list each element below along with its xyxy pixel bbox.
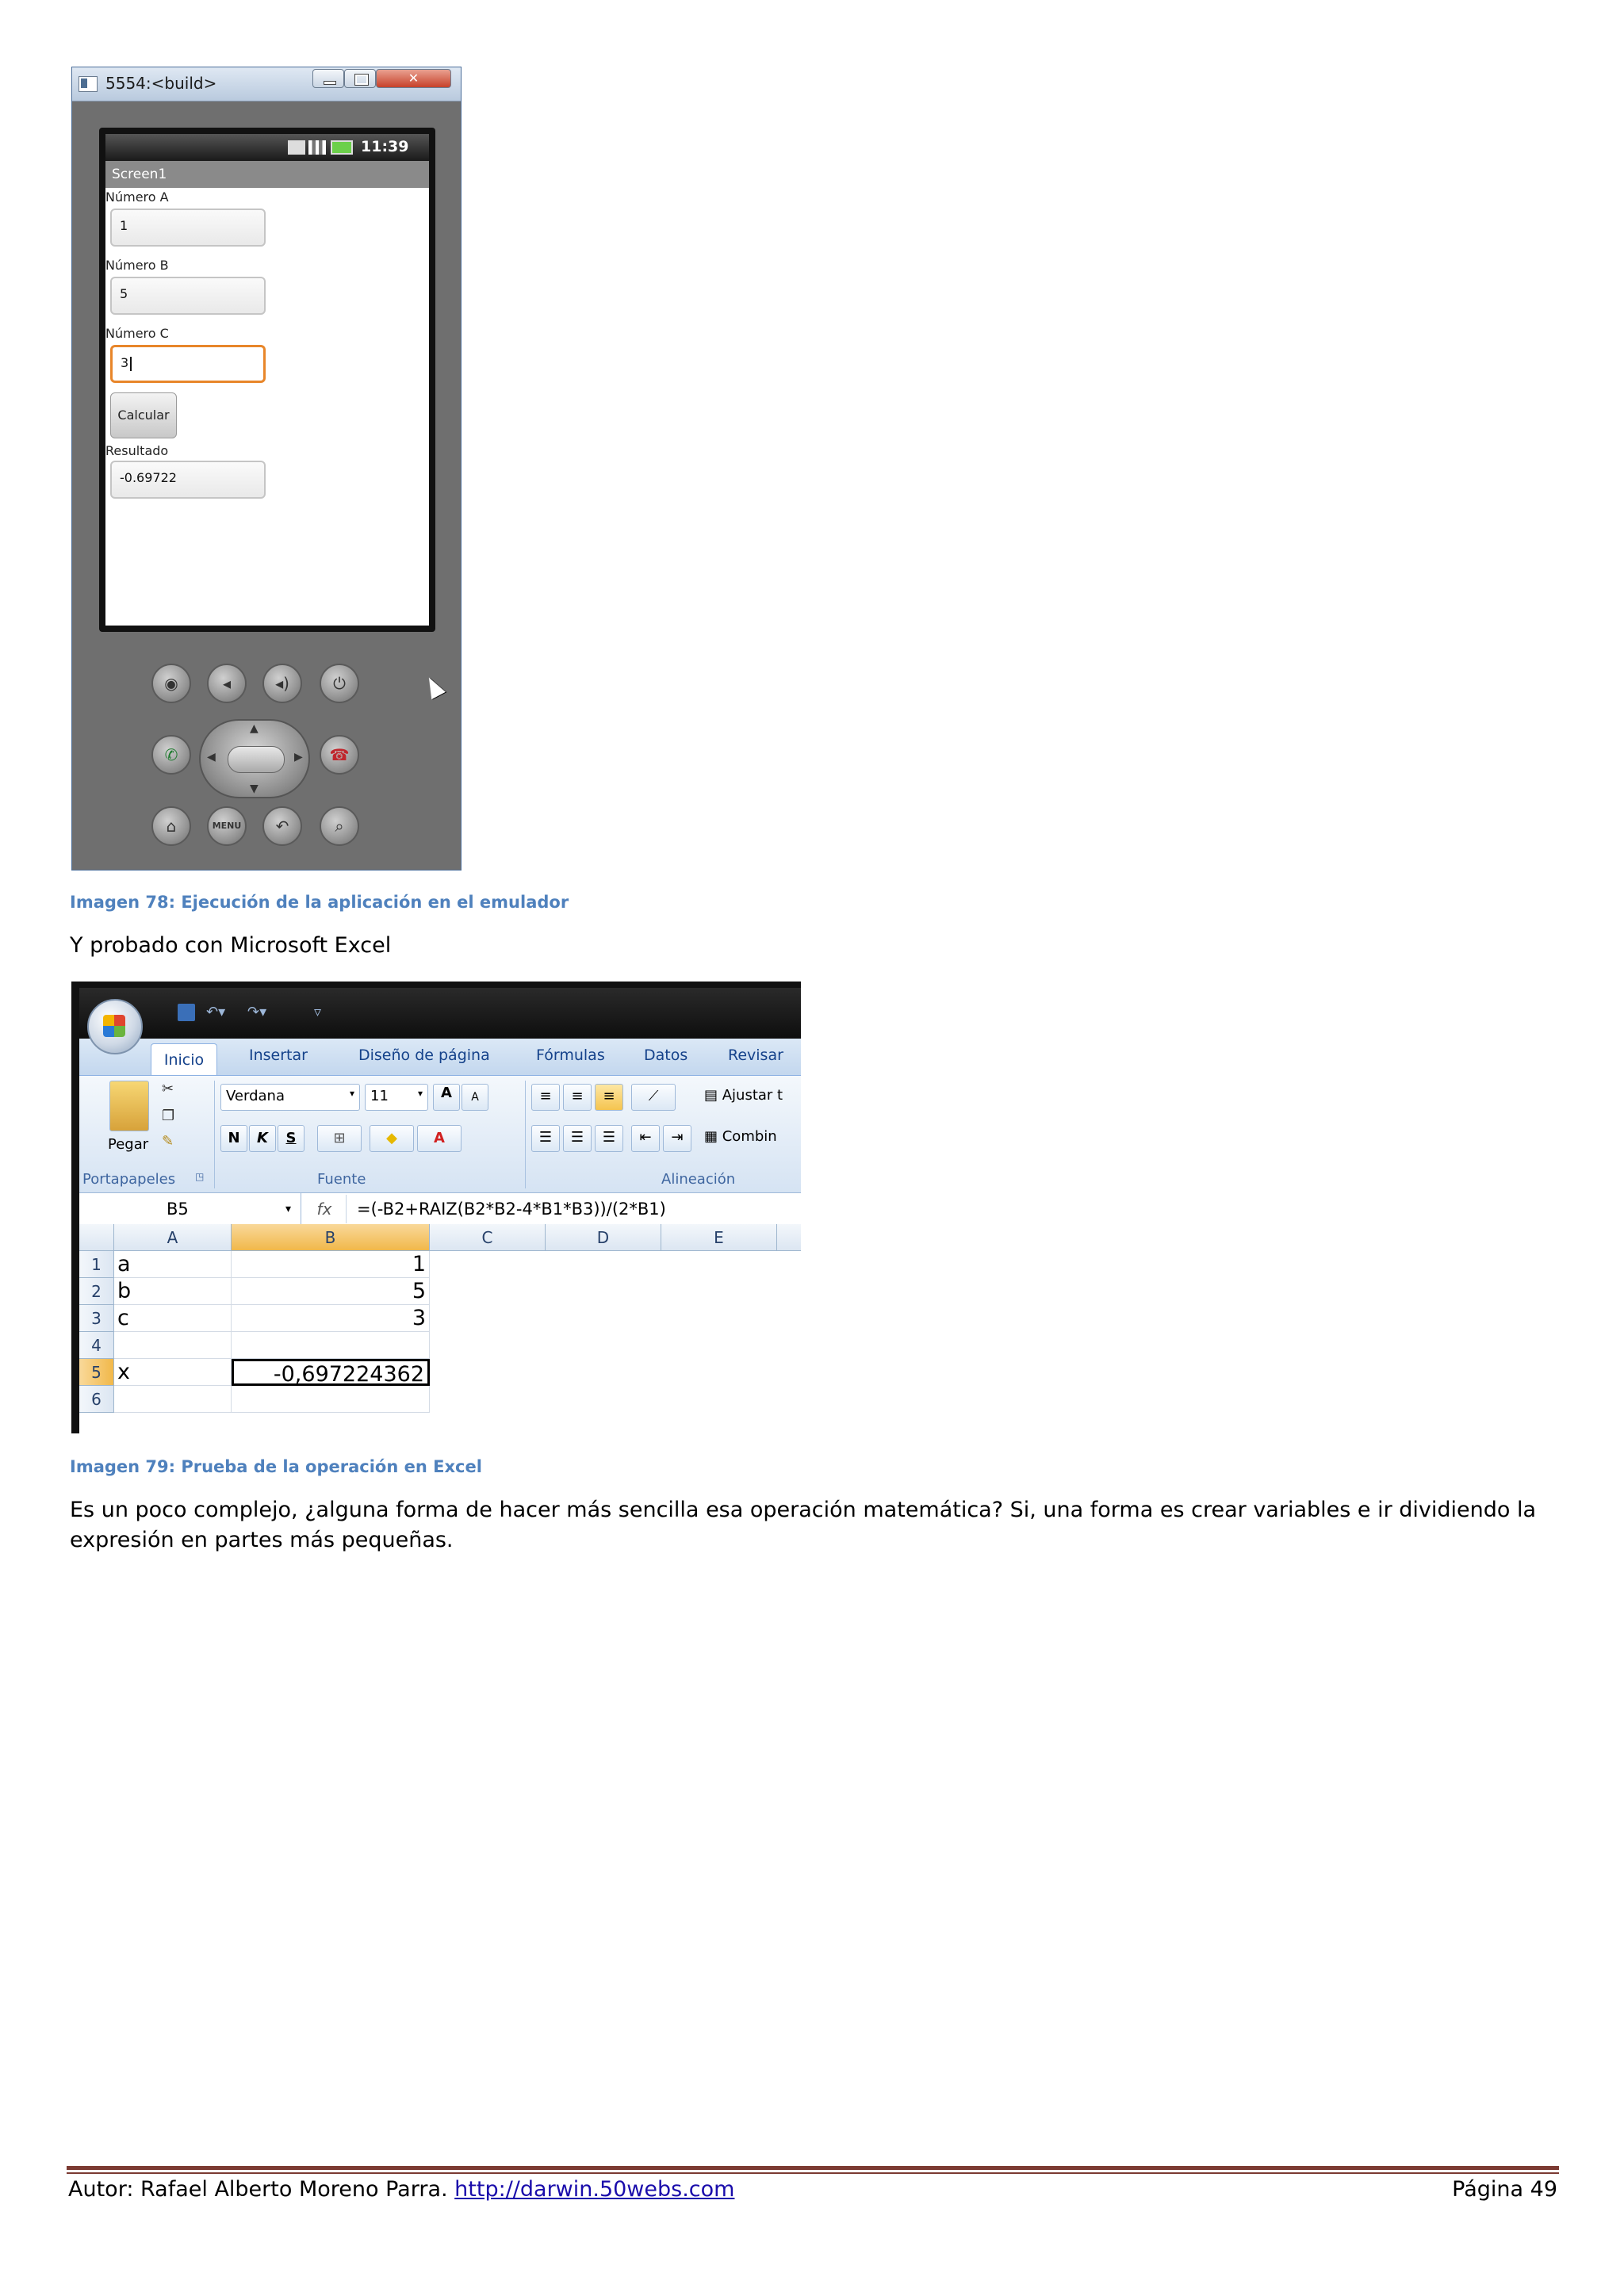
decrease-indent-icon[interactable]: ⇤ (631, 1125, 660, 1152)
shrink-font-icon[interactable]: A (462, 1084, 488, 1111)
network-3g-icon (288, 140, 305, 155)
power-icon[interactable]: ⏻ (320, 664, 359, 703)
row-header[interactable]: 3 (79, 1305, 114, 1332)
close-button[interactable] (376, 69, 451, 88)
excel-window (71, 982, 801, 1433)
row-header[interactable]: 1 (79, 1251, 114, 1278)
cell-a4[interactable] (114, 1332, 232, 1359)
resultado-output[interactable]: -0.69722 (110, 461, 266, 499)
increase-indent-icon[interactable]: ⇥ (663, 1125, 691, 1152)
cut-icon[interactable]: ✂ (162, 1081, 174, 1097)
align-bottom-icon[interactable]: ≡ (595, 1084, 623, 1111)
numero-c-input[interactable] (110, 345, 266, 383)
paste-label: Pegar (108, 1136, 149, 1153)
home-icon[interactable]: ⌂ (151, 806, 191, 846)
insert-function-icon[interactable]: fx (303, 1195, 347, 1223)
cell-a2[interactable]: b (114, 1278, 232, 1305)
name-box[interactable] (79, 1193, 301, 1225)
field-label-a: Número A (105, 189, 169, 205)
dialog-launcher-icon[interactable]: ◳ (195, 1171, 205, 1182)
minimize-button[interactable] (312, 69, 344, 88)
formula-input[interactable]: =(-B2+RAIZ(B2*B2-4*B1*B3))/(2*B1) (357, 1200, 666, 1219)
page-number: Página 49 (1452, 2177, 1557, 2202)
column-header-d[interactable]: D (546, 1224, 661, 1251)
dpad-down-icon[interactable]: ▼ (250, 783, 259, 795)
emulator-titlebar (72, 67, 461, 101)
copy-icon[interactable]: ❐ (162, 1108, 175, 1124)
spreadsheet-grid[interactable] (79, 1224, 801, 1433)
footer-divider-thin (67, 2172, 1559, 2174)
camera-icon[interactable]: ◉ (151, 664, 191, 703)
undo-icon[interactable]: ↶▾ (206, 1004, 226, 1020)
chevron-down-icon: ▾ (349, 1088, 354, 1099)
field-label-b: Número B (105, 258, 169, 273)
battery-icon (331, 140, 353, 155)
ribbon-inicio (79, 1075, 801, 1193)
column-header-f[interactable] (777, 1224, 801, 1251)
chevron-down-icon[interactable]: ▾ (285, 1203, 292, 1215)
menu-icon[interactable]: MENU (207, 806, 247, 846)
formula-bar (79, 1192, 801, 1226)
save-icon[interactable] (178, 1004, 195, 1021)
row-header[interactable]: 5 (79, 1359, 114, 1386)
cell-b6[interactable] (232, 1386, 430, 1413)
cell-a3[interactable]: c (114, 1305, 232, 1332)
volume-up-icon[interactable]: ◂) (262, 664, 302, 703)
cell-a5[interactable]: x (114, 1359, 232, 1386)
row-header[interactable]: 6 (79, 1386, 114, 1413)
dpad-center-button[interactable] (228, 746, 285, 773)
text-caret (130, 357, 132, 371)
column-header-c[interactable]: C (430, 1224, 546, 1251)
align-center-icon[interactable]: ☰ (563, 1125, 592, 1152)
caption-image-78: Imagen 78: Ejecución de la aplicación en el emulador (70, 893, 569, 912)
android-status-bar (105, 134, 429, 161)
tab-revisar[interactable]: Revisar (728, 1047, 783, 1064)
dpad-left-icon[interactable]: ◀ (207, 751, 216, 763)
emulator-app-icon (79, 76, 98, 92)
cell-b3[interactable]: 3 (232, 1305, 430, 1332)
align-top-icon[interactable]: ≡ (531, 1084, 560, 1111)
result-label: Resultado (105, 443, 169, 458)
office-button[interactable] (87, 999, 143, 1054)
redo-icon[interactable]: ↷▾ (247, 1004, 267, 1020)
grow-font-icon[interactable]: A (433, 1084, 460, 1111)
customize-qat-icon[interactable]: ▿ (314, 1004, 322, 1020)
dpad[interactable] (199, 719, 310, 798)
column-header-e[interactable]: E (661, 1224, 777, 1251)
select-all-corner[interactable] (79, 1224, 114, 1251)
numero-c-value: 3 (121, 355, 129, 370)
signal-icon (308, 140, 326, 155)
cell-b2[interactable]: 5 (232, 1278, 430, 1305)
cell-b5-active[interactable]: -0,697224362 (232, 1359, 430, 1386)
phone-screen-frame (99, 128, 435, 632)
emulator-window-title: 5554:<build> (105, 74, 217, 93)
volume-down-icon[interactable]: ◂ (207, 664, 247, 703)
cell-a1[interactable]: a (114, 1251, 232, 1278)
orientation-icon[interactable]: ⟋ (631, 1084, 676, 1111)
dpad-right-icon[interactable]: ▶ (294, 751, 303, 763)
numero-a-input[interactable]: 1 (110, 209, 266, 247)
field-label-c: Número C (105, 326, 169, 341)
tab-inicio[interactable]: Inicio (151, 1043, 217, 1075)
format-painter-icon[interactable]: ✎ (162, 1133, 174, 1150)
wrap-text-button[interactable]: ▤ Ajustar t (704, 1087, 783, 1104)
tab-formulas[interactable]: Fórmulas (536, 1047, 605, 1064)
fill-color-icon[interactable]: ◆ (370, 1125, 414, 1152)
search-icon[interactable]: ⌕ (320, 806, 359, 846)
group-separator (525, 1081, 526, 1188)
italic-button[interactable]: K (249, 1125, 276, 1152)
maximize-button[interactable] (344, 69, 376, 88)
ribbon-tabs (79, 1039, 801, 1075)
tab-diseno-pagina[interactable]: Diseño de página (358, 1047, 490, 1064)
cell-a6[interactable] (114, 1386, 232, 1413)
dpad-up-icon[interactable]: ▲ (250, 722, 259, 735)
align-right-icon[interactable]: ☰ (595, 1125, 623, 1152)
body-paragraph: Es un poco complejo, ¿alguna forma de hacer más sencilla esa operación matemática? Si, una forma es crear variables e ir dividiendo la expresión en partes más pequeñas. (70, 1498, 1537, 1552)
merge-button[interactable]: ▦ Combin (704, 1128, 777, 1145)
calcular-button[interactable]: Calcular (110, 392, 177, 438)
chevron-down-icon: ▾ (417, 1088, 423, 1099)
emulator-window (71, 67, 462, 871)
excel-titlebar (79, 988, 801, 1039)
footer-divider (67, 2166, 1559, 2170)
font-size-value: 11 (370, 1088, 389, 1104)
caption-image-79: Imagen 79: Prueba de la operación en Excel (70, 1457, 482, 1476)
group-label-portapapeles: Portapapeles (82, 1171, 176, 1188)
status-time: 11:39 (361, 138, 409, 155)
merge-label: Combin (722, 1128, 777, 1145)
numero-b-input[interactable]: 5 (110, 277, 266, 315)
align-left-icon[interactable]: ☰ (531, 1125, 560, 1152)
font-name-value: Verdana (226, 1088, 285, 1104)
mouse-cursor-icon (422, 674, 446, 699)
cell-b1[interactable]: 1 (232, 1251, 430, 1278)
app-title-bar: Screen1 (105, 161, 429, 188)
phone-screen (105, 134, 429, 626)
name-box-value: B5 (167, 1200, 189, 1219)
footer-author (68, 2177, 734, 2202)
cell-b4[interactable] (232, 1332, 430, 1359)
group-label-fuente: Fuente (317, 1171, 366, 1188)
borders-icon[interactable]: ⊞ (317, 1125, 362, 1152)
bold-button[interactable]: N (220, 1125, 247, 1152)
group-separator (214, 1081, 215, 1188)
column-header-b[interactable]: B (232, 1224, 430, 1251)
font-color-icon[interactable]: A (417, 1125, 462, 1152)
row-header[interactable]: 2 (79, 1278, 114, 1305)
tab-datos[interactable]: Datos (644, 1047, 688, 1064)
column-header-a[interactable]: A (114, 1224, 232, 1251)
underline-button[interactable]: S (278, 1125, 304, 1152)
row-header[interactable]: 4 (79, 1332, 114, 1359)
wrap-text-label: Ajustar t (722, 1087, 783, 1104)
end-call-icon[interactable]: ☎ (320, 735, 359, 775)
footer-author-text: Autor: Rafael Alberto Moreno Parra. (68, 2177, 448, 2202)
group-label-alineacion: Alineación (661, 1171, 736, 1188)
tab-insertar[interactable]: Insertar (249, 1047, 308, 1064)
font-name-select[interactable] (220, 1084, 360, 1111)
align-middle-icon[interactable]: ≡ (563, 1084, 592, 1111)
call-icon[interactable]: ✆ (151, 735, 191, 775)
intro-excel-text: Y probado con Microsoft Excel (70, 933, 392, 958)
font-size-select[interactable] (365, 1084, 428, 1111)
paste-icon[interactable] (109, 1081, 149, 1131)
footer-link[interactable]: http://darwin.50webs.com (454, 2177, 735, 2202)
back-icon[interactable]: ↶ (262, 806, 302, 846)
